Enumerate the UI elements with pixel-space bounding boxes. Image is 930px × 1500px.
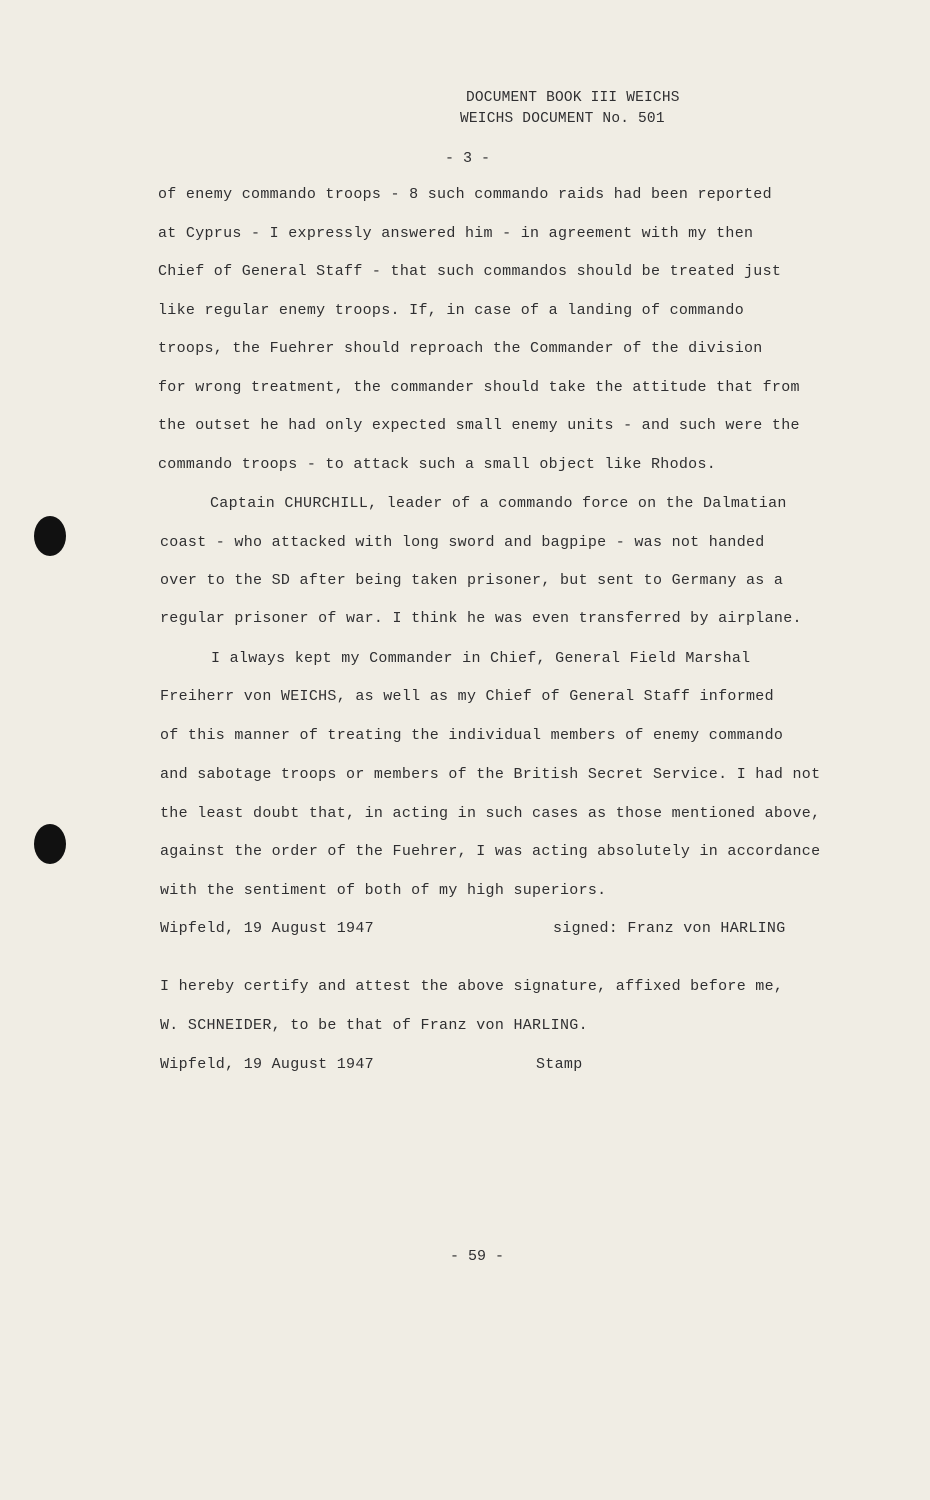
certification-line: W. SCHNEIDER, to be that of Franz von HARLING. — [160, 1017, 588, 1034]
body-line: of enemy commando troops - 8 such commando raids had been reported — [158, 186, 772, 203]
body-line: against the order of the Fuehrer, I was acting absolutely in accordance — [160, 843, 821, 860]
document-number-header: WEICHS DOCUMENT No. 501 — [460, 111, 665, 127]
body-line: troops, the Fuehrer should reproach the Commander of the division — [158, 340, 763, 357]
certification-place-date: Wipfeld, 19 August 1947 — [160, 1056, 374, 1073]
body-line: at Cyprus - I expressly answered him - in agreement with my then — [158, 225, 754, 242]
body-line: like regular enemy troops. If, in case of a landing of commando — [158, 302, 744, 319]
document-book-header: DOCUMENT BOOK III WEICHS — [466, 90, 680, 106]
punch-hole — [34, 516, 66, 556]
body-line: the least doubt that, in acting in such cases as those mentioned above, — [160, 805, 821, 822]
body-line: Freiherr von WEICHS, as well as my Chief of General Staff informed — [160, 688, 774, 705]
certification-line: I hereby certify and attest the above signature, affixed before me, — [160, 978, 784, 995]
body-line: over to the SD after being taken prisoner, but sent to Germany as a — [160, 572, 784, 589]
body-line: I always kept my Commander in Chief, General Field Marshal — [211, 650, 751, 667]
body-line: and sabotage troops or members of the British Secret Service. I had not — [160, 766, 821, 783]
body-line: for wrong treatment, the commander should take the attitude that from — [158, 379, 800, 396]
body-line: the outset he had only expected small enemy units - and such were the — [158, 417, 800, 434]
body-line: with the sentiment of both of my high superiors. — [160, 882, 607, 899]
punch-hole — [34, 824, 66, 864]
body-line: Chief of General Staff - that such commandos should be treated just — [158, 263, 782, 280]
body-line: of this manner of treating the individual members of enemy commando — [160, 727, 784, 744]
page-marker: - 3 - — [445, 150, 491, 167]
stamp-label: Stamp — [536, 1056, 583, 1073]
body-line: Captain CHURCHILL, leader of a commando force on the Dalmatian — [210, 495, 787, 512]
signature-place-date: Wipfeld, 19 August 1947 — [160, 920, 374, 937]
page-number: - 59 - — [450, 1248, 505, 1265]
body-line: coast - who attacked with long sword and bagpipe - was not handed — [160, 534, 765, 551]
signature-signed: signed: Franz von HARLING — [553, 920, 786, 937]
body-line: regular prisoner of war. I think he was even transferred by airplane. — [160, 610, 802, 627]
body-line: commando troops - to attack such a small object like Rhodos. — [158, 456, 717, 473]
